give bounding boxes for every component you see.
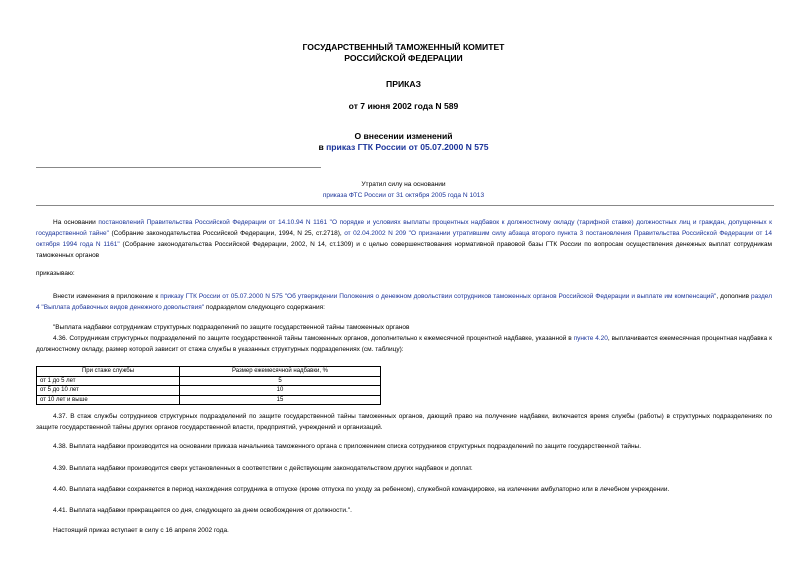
title-prefix: в <box>318 142 327 152</box>
issuer-heading <box>0 42 807 64</box>
clause-4-20-link[interactable]: пункте 4.20 <box>573 335 608 342</box>
table-cell: от 10 лет и выше <box>37 395 180 405</box>
resolution-1161-link[interactable]: постановлений Правительства Российской Федерации от 14.10.94 N 1161 "О порядке и условиях выплаты процентных надбавок к должностному окладу (тарифной ставке) должностных лиц и граждан, допущенных к государственной тайне" <box>36 219 773 237</box>
table-row <box>37 386 381 396</box>
table-header-row <box>37 367 381 377</box>
table-row <box>37 395 381 405</box>
paragraph-4-39: 4.39. Выплата надбавки производится сверх установленных в соответствии с действующим законодательством других надбавок и доплат. <box>53 465 473 472</box>
table-cell: 5 <box>180 376 381 386</box>
resolution-209-link[interactable]: от 02.04.2002 N 209 "О признании утратившим силу абзаца второго пункта 3 постановления Правительства Российской Федерации от 14 октября 1994 года N 1161" <box>36 230 773 248</box>
effective-date: Настоящий приказ вступает в силу с 16 апреля 2002 года. <box>53 527 229 534</box>
issuer-line-2: РОССИЙСКОЙ ФЕДЕРАЦИИ <box>344 53 463 63</box>
subsection-title: "Выплата надбавки сотрудникам структурных подразделений по защите государственной тайны таможенных органов <box>53 324 410 331</box>
amended-order-link[interactable]: приказ ГТК России от 05.07.2000 N 575 <box>326 142 489 152</box>
divider-full <box>36 205 774 206</box>
preamble-text-3: (Собрание законодательства Российской Федерации, 2002, N 14, ст.1309) и с целью совершенствования нормативной правовой базы ГТК России по вопросам осуществления денежных выплат сотрудникам таможенных органов <box>36 241 773 259</box>
table-cell: 15 <box>180 395 381 405</box>
preamble-text-1: На основании <box>53 219 99 226</box>
paragraph-4-38: 4.38. Выплата надбавки производится на основании приказа начальника таможенного органа с приложением списка сотрудников структурных подразделений по защите государственной тайны. <box>53 443 642 450</box>
title-line-2 <box>0 142 807 153</box>
section-4-link[interactable]: раздел 4 "Выплата добавочных видов денежного довольствия" <box>36 293 772 311</box>
order-word: приказываю: <box>36 270 75 277</box>
amend-text-1: Внести изменения в приложение к <box>53 293 161 300</box>
table-row <box>37 376 381 386</box>
p436-text-1: 4.36. Сотрудникам структурных подразделений по защите государственной тайны таможенных органов, дополнительно к ежемесячной процентной надбавке, указанной в <box>53 335 574 342</box>
title-line-1: О внесении изменений <box>354 131 453 141</box>
amend-text-2: , дополнив <box>716 293 752 300</box>
issuer-line-1: ГОСУДАРСТВЕННЫЙ ТАМОЖЕННЫЙ КОМИТЕТ <box>302 42 505 52</box>
doc-title <box>0 131 807 153</box>
table-header-cell: При стаже службы <box>37 367 180 377</box>
bonus-table <box>36 366 381 405</box>
paragraph-4-40: 4.40. Выплата надбавки сохраняется в период нахождения сотрудника в отпуске (кроме отпуска по уходу за ребенком), служебной командировке, на излечении амбулаторно или в лечебном учреждении. <box>53 486 670 493</box>
preamble-paragraph <box>36 217 772 261</box>
doc-type: ПРИКАЗ <box>386 79 421 89</box>
status-text: Утратил силу на основании <box>361 181 446 188</box>
paragraph-4-41: 4.41. Выплата надбавки прекращается со дня, следующего за днем освобождения от должности.". <box>53 507 352 514</box>
amend-paragraph <box>36 291 772 313</box>
preamble-text-2: (Собрание законодательства Российской Федерации, 1994, N 25, ст.2718), <box>108 230 345 237</box>
doc-date: от 7 июня 2002 года N 589 <box>348 101 459 111</box>
divider-short <box>36 167 321 168</box>
table-header-cell: Размер ежемесячной надбавки, % <box>180 367 381 377</box>
order-575-link[interactable]: приказу ГТК России от 05.07.2000 N 575 "Об утверждении Положения о денежном довольствии сотрудников таможенных органов Российской Федерации и выплате им компенсаций" <box>160 293 717 300</box>
repeal-order-link[interactable]: приказа ФТС России от 31 октября 2005 года N 1013 <box>322 192 485 199</box>
table-cell: от 1 до 5 лет <box>37 376 180 386</box>
table-cell: 10 <box>180 386 381 396</box>
status-line-2 <box>0 192 807 199</box>
p436-text-2: , выплачивается ежемесячная процентная надбавка к должностному окладу, размер которой зависит от стажа службы в указанных структурных подразделениях (см. таблицу): <box>36 335 772 353</box>
table-cell: от 5 до 10 лет <box>37 386 180 396</box>
paragraph-4-37: 4.37. В стаж службы сотрудников структурных подразделений по защите государственной тайны таможенных органов, дающий право на получение надбавки, включается время службы (работы) в структурных подразделениях по защите государственной тайны других органов государственной власти, предприятий, учреждений и организаций. <box>36 413 772 431</box>
amend-text-3: подразделом следующего содержания: <box>204 304 325 311</box>
paragraph-4-36 <box>36 333 772 355</box>
